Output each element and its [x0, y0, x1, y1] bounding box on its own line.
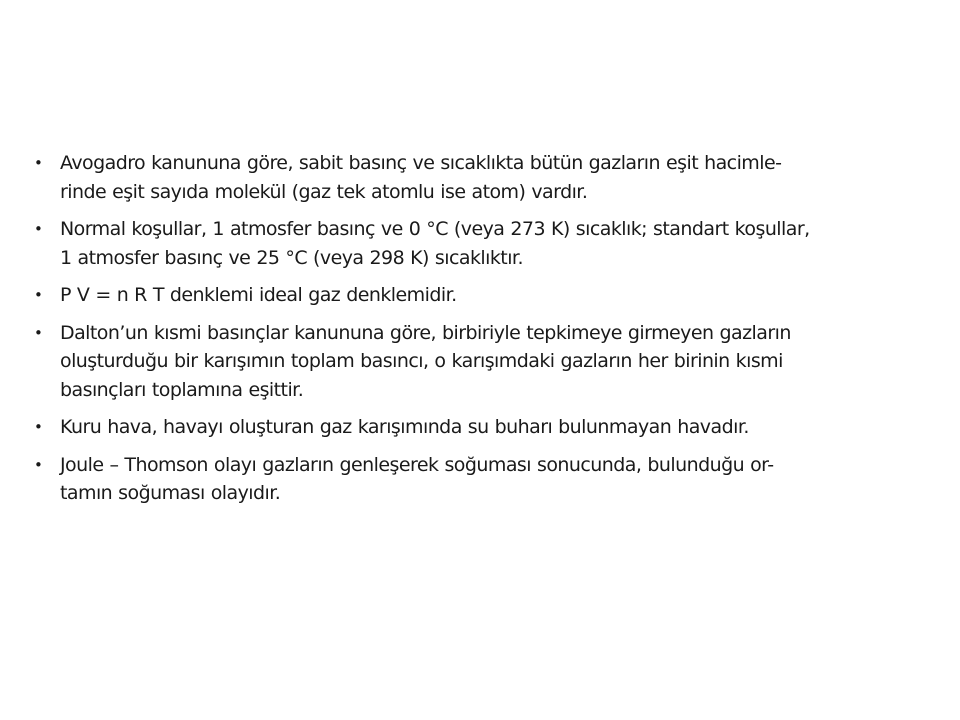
list-item-dry-air — [34, 413, 924, 442]
list-item-avogadro — [34, 149, 924, 206]
bullet-icon: • — [34, 154, 43, 172]
list-item-text-line: Avogadro kanununa göre, sabit basınç ve sıcaklıkta bütün gazların eşit hacimle- — [60, 152, 782, 174]
list-item-text-line: rinde eşit sayıda molekül (gaz tek atomlu ise atom) vardır. — [60, 180, 588, 203]
list-item-joule-thomson — [34, 451, 924, 508]
bullet-icon: • — [34, 455, 43, 474]
list-item-text-line: 1 atmosfer basınç ve 25 °C (veya 298 K) sıcaklıktır. — [60, 246, 523, 269]
list-item-text-line: Kuru hava, havayı oluşturan gaz karışımında su buharı bulunmayan havadır. — [60, 416, 749, 438]
bullet-icon: • — [34, 323, 43, 342]
list-item-ideal-gas — [34, 281, 924, 310]
bullet-list — [34, 149, 924, 517]
bullet-icon: • — [34, 220, 43, 238]
list-item-text-line: Joule – Thomson olayı gazların genleşerek soğuması sonucunda, bulunduğu or- — [60, 453, 774, 476]
list-item-text-line: basınçları toplamına eşittir. — [60, 378, 304, 401]
list-item-text-line: tamın soğuması olayıdır. — [60, 482, 281, 504]
bullet-icon: • — [34, 286, 43, 304]
list-item-text-line: P V = n R T denklemi ideal gaz denklemidir. — [60, 284, 457, 306]
list-item-dalton — [34, 319, 924, 405]
list-item-text-line: Dalton’un kısmi basınçlar kanununa göre, birbiriyle tepkimeye girmeyen gazların — [60, 321, 791, 344]
list-item-normal-conditions — [34, 215, 924, 272]
list-item-text-line: oluşturduğu bir karışımın toplam basıncı, o karışımdaki gazların her birinin kısmi — [60, 350, 783, 372]
bullet-icon: • — [34, 418, 43, 436]
list-item-text-line: Normal koşullar, 1 atmosfer basınç ve 0 °C (veya 273 K) sıcaklık; standart koşullar, — [60, 218, 810, 240]
